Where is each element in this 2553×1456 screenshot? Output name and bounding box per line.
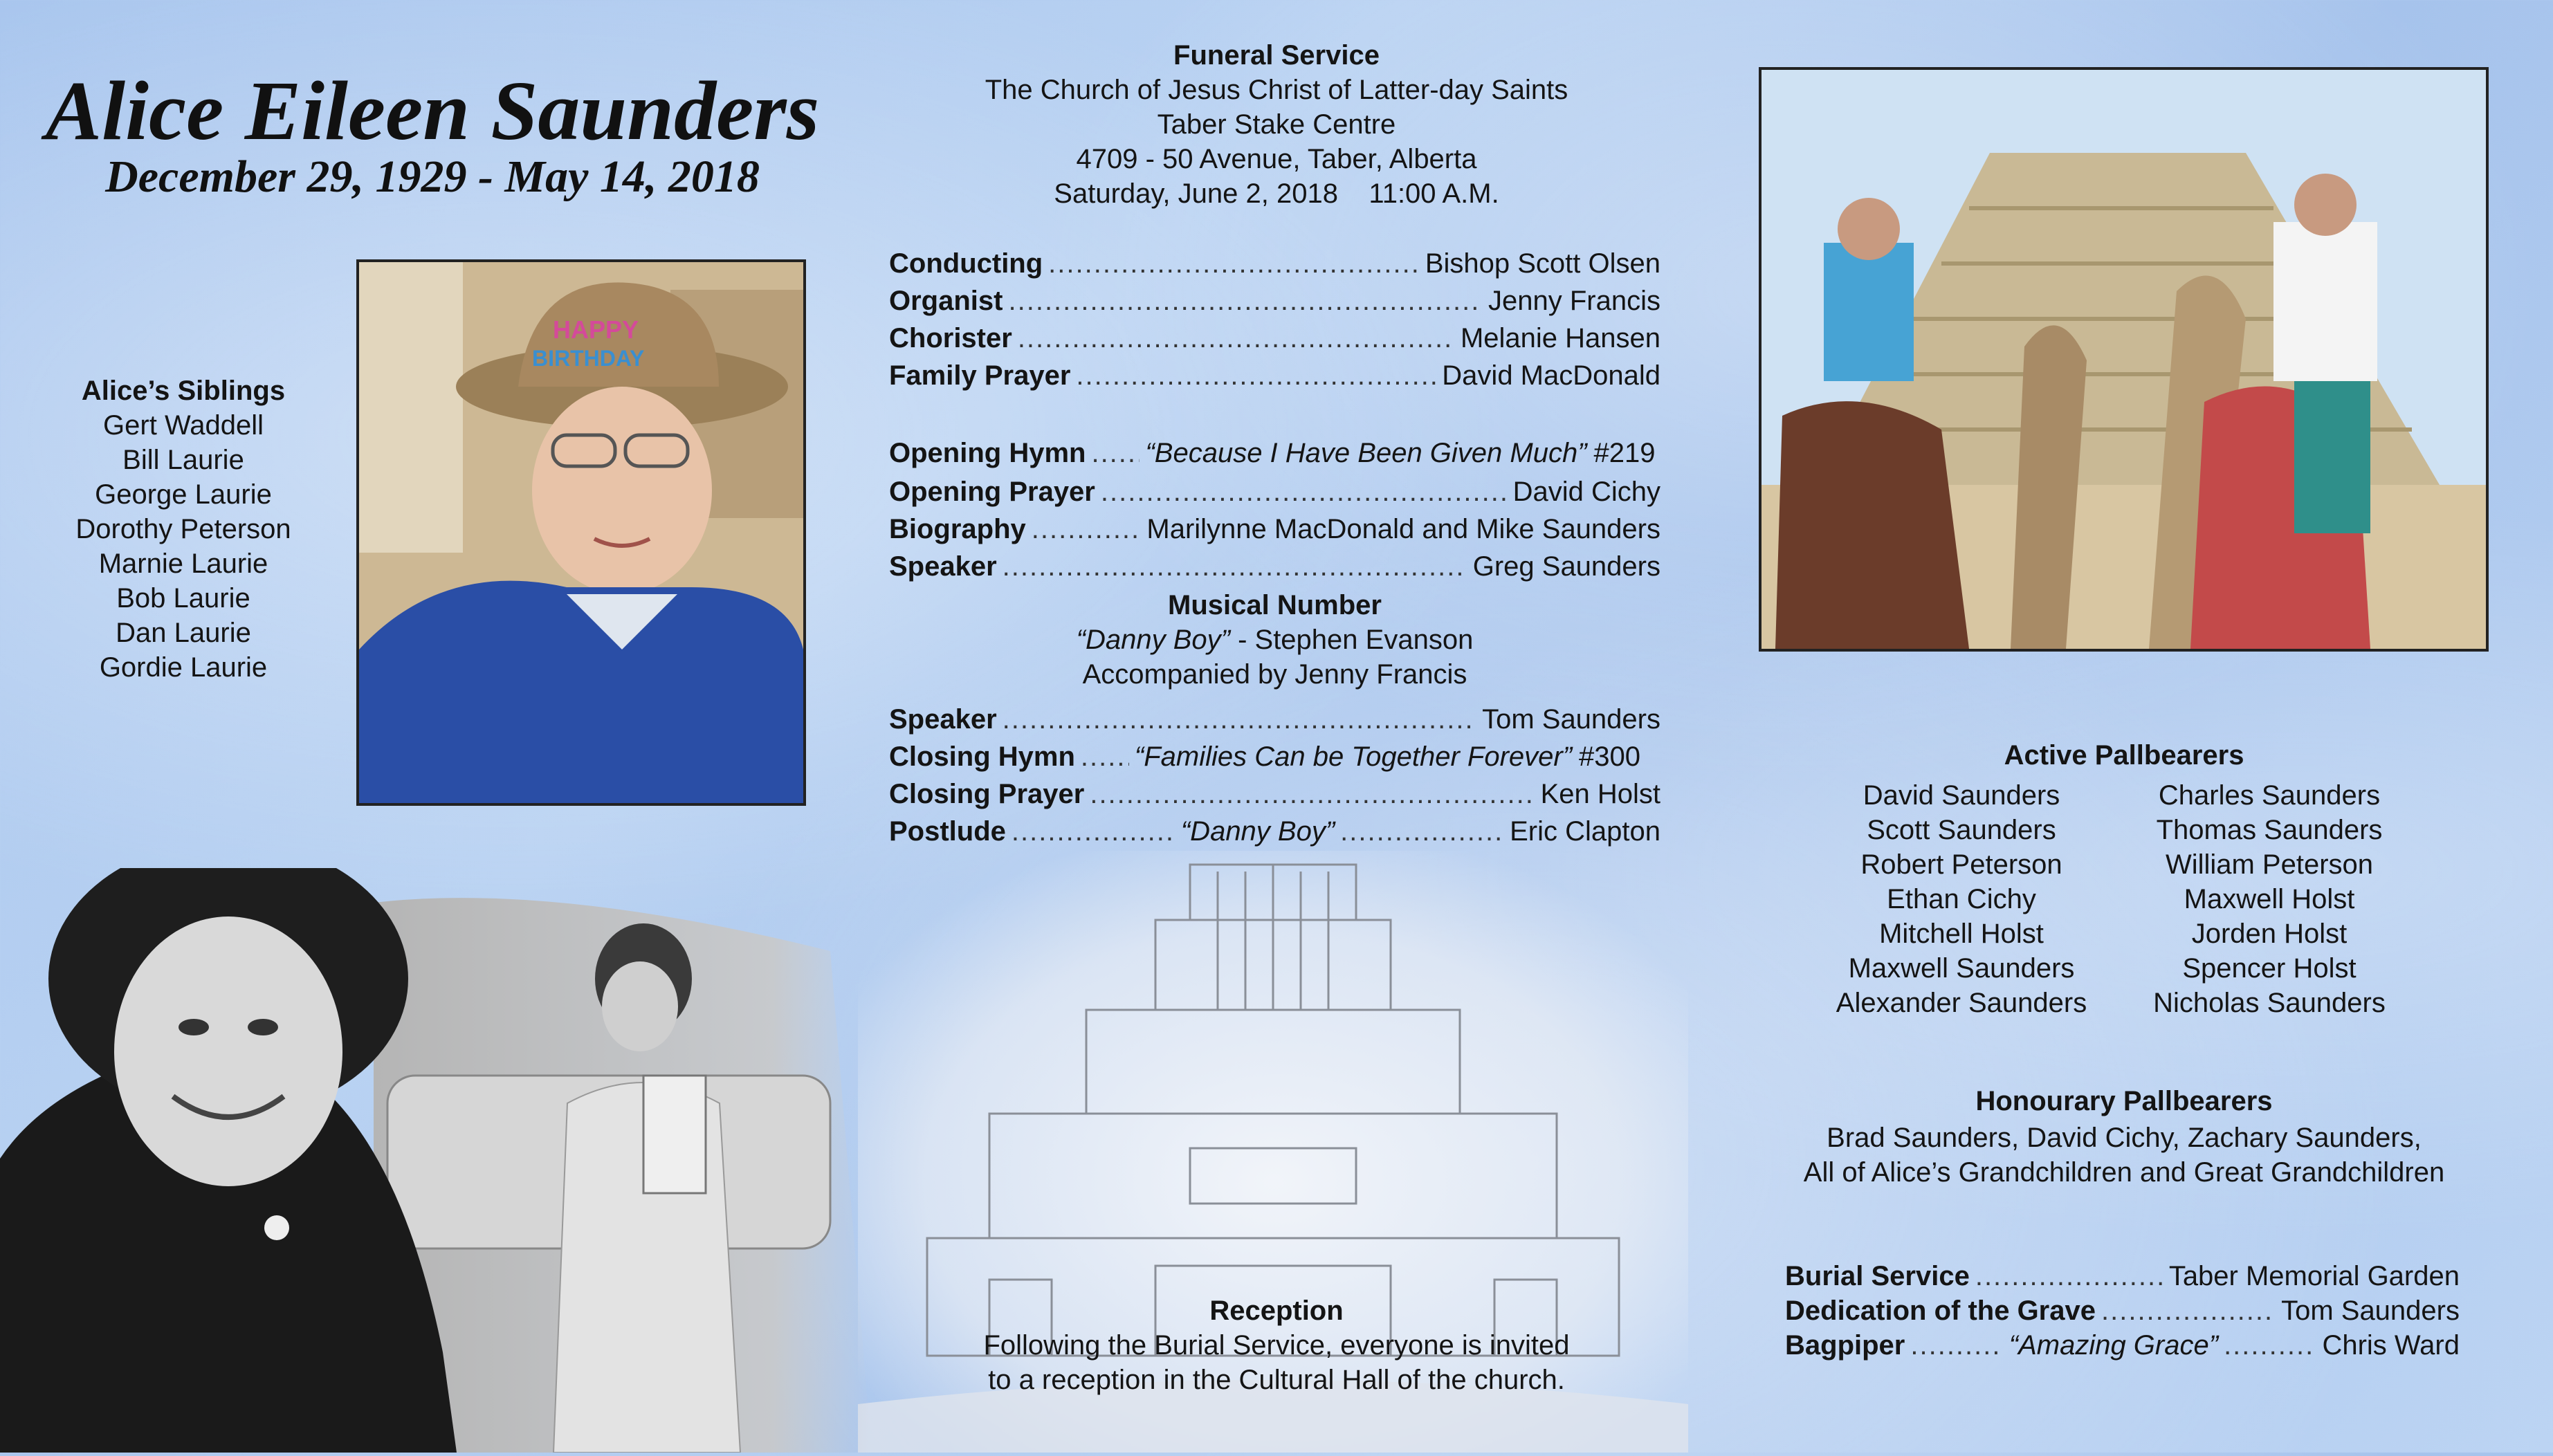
- honourary-line-1: Brad Saunders, David Cichy, Zachary Saunders,: [1827, 1123, 2422, 1153]
- program-label: Organist: [889, 286, 1003, 316]
- portrait-photo: [356, 259, 806, 806]
- musical-number-heading: Musical Number: [1168, 590, 1382, 620]
- musical-number-song-line: [889, 623, 1660, 657]
- leader-dots: [1003, 548, 1467, 585]
- pallbearer-name: Robert Peterson: [1860, 849, 2062, 880]
- leader-dots: [1975, 1259, 2163, 1293]
- pallbearer-name: Scott Saunders: [1867, 815, 2056, 845]
- program-value: Jenny Francis: [1488, 286, 1660, 316]
- svg-text:BIRTHDAY: BIRTHDAY: [532, 346, 645, 371]
- program-row-conducting: [889, 245, 1660, 282]
- burial-row-bagpiper: [1785, 1328, 2460, 1363]
- musical-number: [889, 588, 1660, 692]
- leader-dots: [1008, 282, 1483, 320]
- travel-photo: [1759, 67, 2489, 652]
- hymn-title: “Families Can be Together Forever”: [1134, 741, 1573, 772]
- portrait-illustration: [359, 262, 803, 803]
- program-label: Speaker: [889, 704, 997, 735]
- siblings-heading: Alice’s Siblings: [81, 376, 286, 406]
- program-row-closing-prayer: [889, 775, 1660, 813]
- program-row-opening-hymn: [889, 434, 1660, 472]
- leader-dots: [1048, 245, 1420, 282]
- vintage-photos: [0, 868, 893, 1453]
- leader-dots: [1076, 357, 1436, 394]
- pallbearer-name: Jorden Holst: [2191, 919, 2348, 949]
- siblings-list: [42, 374, 325, 685]
- pallbearer-name: Charles Saunders: [2158, 780, 2381, 811]
- pallbearer-name: Maxwell Saunders: [1848, 953, 2075, 984]
- sibling-name: Bob Laurie: [116, 583, 250, 614]
- program-label: Biography: [889, 514, 1026, 544]
- pallbearer-name: Nicholas Saunders: [2153, 988, 2386, 1018]
- song-performer: - Stephen Evanson: [1229, 625, 1474, 655]
- leader-dots: [1091, 434, 1140, 472]
- reception-heading: Reception: [1209, 1296, 1344, 1326]
- pallbearer-name: Mitchell Holst: [1879, 919, 2044, 949]
- leader-dots: [2224, 1328, 2316, 1363]
- program-label: Speaker: [889, 551, 997, 582]
- hymn-title: “Because I Have Been Given Much”: [1145, 438, 1587, 468]
- leader-dots: [1090, 775, 1535, 813]
- burial-label: Burial Service: [1785, 1261, 1970, 1291]
- program-label: Chorister: [889, 323, 1012, 353]
- burial-row-dedication: [1785, 1293, 2460, 1328]
- hymn-number: #300: [1579, 741, 1640, 772]
- program-label: Opening Prayer: [889, 477, 1095, 507]
- honourary-pallbearers-list: [1771, 1121, 2477, 1190]
- program-row-speaker: [889, 548, 1660, 585]
- program-row-closing-hymn: [889, 738, 1660, 775]
- leader-dots: [1101, 473, 1508, 510]
- burial-label: Dedication of the Grave: [1785, 1296, 2096, 1326]
- program-value: David Cichy: [1512, 477, 1660, 507]
- venue-address: 4709 - 50 Avenue, Taber, Alberta: [1076, 144, 1477, 174]
- burial-value: Tom Saunders: [2281, 1296, 2460, 1326]
- program-row-biography: [889, 510, 1660, 548]
- church-name: The Church of Jesus Christ of Latter-day Saints: [985, 75, 1568, 105]
- pallbearer-name: Alexander Saunders: [1836, 988, 2087, 1018]
- program-value: Tom Saunders: [1482, 704, 1660, 735]
- leader-dots: [1018, 320, 1455, 357]
- program-value: Eric Clapton: [1510, 816, 1660, 847]
- bagpipe-song: “Amazing Grace”: [2008, 1330, 2219, 1361]
- sibling-name: George Laurie: [95, 479, 272, 510]
- program-row-postlude: [889, 813, 1660, 850]
- pallbearer-name: Spencer Holst: [2182, 953, 2357, 984]
- active-pallbearers-left: [1795, 778, 2128, 1020]
- program-value: Marilynne MacDonald and Mike Saunders: [1146, 514, 1660, 544]
- pallbearer-name: Ethan Cichy: [1887, 884, 2036, 914]
- burial-value: Taber Memorial Garden: [2168, 1261, 2460, 1291]
- sibling-name: Gert Waddell: [103, 410, 264, 441]
- burial-value: Chris Ward: [2322, 1330, 2460, 1361]
- leader-dots: [1081, 738, 1129, 775]
- leader-dots: [1032, 510, 1142, 548]
- reception-line-2: to a reception in the Cultural Hall of the church.: [988, 1365, 1565, 1395]
- active-pallbearers-heading: Active Pallbearers: [2004, 740, 2244, 771]
- program-label: Family Prayer: [889, 360, 1071, 391]
- reception-line-1: Following the Burial Service, everyone is invited: [983, 1330, 1570, 1361]
- venue-name: Taber Stake Centre: [1157, 109, 1396, 140]
- song-title: “Danny Boy”: [1076, 625, 1230, 655]
- accompanist: Accompanied by Jenny Francis: [1082, 659, 1467, 690]
- program-label: Closing Prayer: [889, 779, 1085, 809]
- hat-text: HAPPY: [553, 315, 639, 344]
- sibling-name: Dorothy Peterson: [75, 514, 291, 544]
- honourary-pallbearers-heading: Honourary Pallbearers: [1975, 1086, 2273, 1116]
- reception-info: [893, 1293, 1660, 1397]
- sibling-name: Marnie Laurie: [98, 549, 268, 579]
- program-label: Closing Hymn: [889, 741, 1075, 772]
- leader-dots: [1910, 1328, 2003, 1363]
- program-value: Bishop Scott Olsen: [1425, 248, 1660, 279]
- active-pallbearers-right: [2103, 778, 2435, 1020]
- postlude-title: “Danny Boy”: [1180, 816, 1335, 847]
- pyramid-illustration: [1762, 70, 2486, 649]
- program-label: Opening Hymn: [889, 438, 1086, 468]
- sibling-name: Bill Laurie: [122, 445, 244, 475]
- leader-dots: [1340, 813, 1504, 850]
- program-value: Greg Saunders: [1472, 551, 1660, 582]
- pallbearer-name: David Saunders: [1863, 780, 2060, 811]
- program-row-organist: [889, 282, 1660, 320]
- program-label: Postlude: [889, 816, 1006, 847]
- life-dates: December 29, 1929 - May 14, 2018: [105, 151, 760, 202]
- pallbearer-name: Thomas Saunders: [2156, 815, 2383, 845]
- honourary-line-2: All of Alice’s Grandchildren and Great Grandchildren: [1803, 1157, 2445, 1188]
- leader-dots: [1012, 813, 1175, 850]
- service-details: [886, 38, 1667, 211]
- program-value: David MacDonald: [1442, 360, 1660, 391]
- program-label: Conducting: [889, 248, 1043, 279]
- sibling-name: Dan Laurie: [116, 618, 251, 648]
- leader-dots: [2101, 1293, 2276, 1328]
- service-heading: Funeral Service: [1173, 40, 1380, 71]
- program-value: Melanie Hansen: [1460, 323, 1660, 353]
- program-row-chorister: [889, 320, 1660, 357]
- service-datetime: Saturday, June 2, 2018 11:00 A.M.: [1054, 178, 1499, 209]
- program-row-family-prayer: [889, 357, 1660, 394]
- hymn-number: #219: [1593, 438, 1656, 468]
- pallbearer-name: William Peterson: [2165, 849, 2374, 880]
- vintage-photo-illustration: [0, 868, 893, 1453]
- burial-label: Bagpiper: [1785, 1330, 1905, 1361]
- deceased-name: Alice Eileen Saunders: [45, 64, 820, 158]
- burial-row-service: [1785, 1259, 2460, 1293]
- sibling-name: Gordie Laurie: [99, 652, 268, 683]
- program-row-opening-prayer: [889, 473, 1660, 510]
- program-row-speaker-2: [889, 701, 1660, 738]
- pallbearer-name: Maxwell Holst: [2184, 884, 2355, 914]
- program-value: Ken Holst: [1540, 779, 1660, 809]
- leader-dots: [1003, 701, 1476, 738]
